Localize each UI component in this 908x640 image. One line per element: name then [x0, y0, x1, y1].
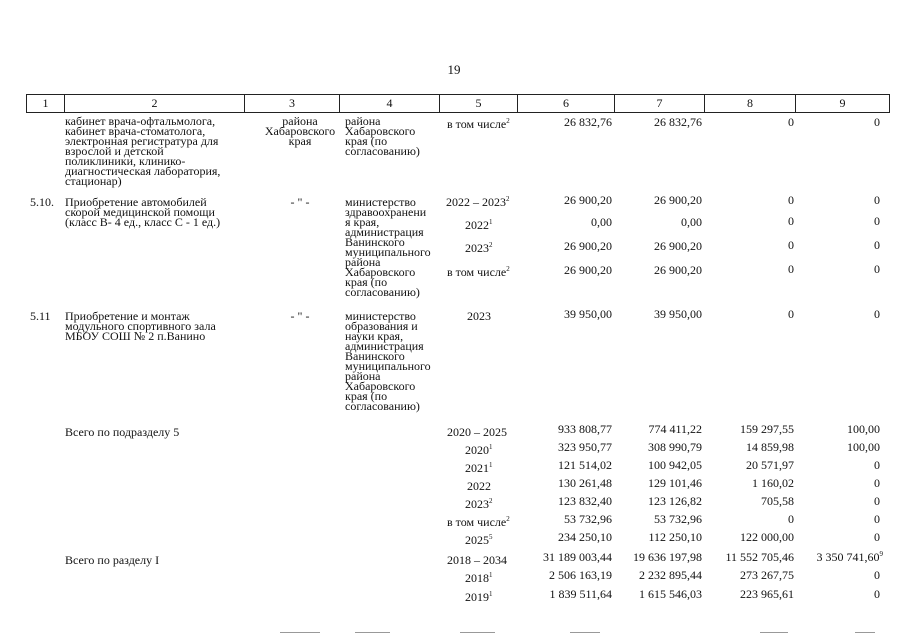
row-3-sub-5-c8: 0: [788, 512, 794, 526]
row-0-col4: района Хабаровского края (по согласованию): [345, 114, 420, 158]
scan-artifact: [570, 632, 600, 633]
row-2-num: 5.11: [30, 309, 51, 323]
header-col-6: 6: [518, 95, 615, 112]
row-3-sub-0-c9: 100,00: [847, 422, 880, 436]
row-3-sub-4-c6: 123 832,40: [558, 494, 612, 508]
header-col-5: 5: [440, 95, 518, 112]
row-4-sub-2-period: 2019$^1$: [465, 590, 493, 604]
row-1-sub-0-c7: 26 900,20: [654, 193, 702, 207]
row-4-sub-0-c6: 31 189 003,44: [543, 550, 612, 564]
row-1-sub-0-c9: 0: [874, 193, 880, 207]
row-4-sub-1-c7: 2 232 895,44: [639, 568, 702, 582]
row-2-sub-0-c7: 39 950,00: [654, 307, 702, 321]
row-3-sub-3-c6: 130 261,48: [558, 476, 612, 490]
row-4-sub-1-c6: 2 506 163,19: [549, 568, 612, 582]
scan-artifact: [760, 632, 788, 633]
header-col-7: 7: [615, 95, 705, 112]
row-1-sub-3-period: в том числе$^2$: [447, 265, 510, 279]
row-4-sub-0-c7: 19 636 197,98: [633, 550, 702, 564]
row-0-col3: района Хабаровского края: [264, 114, 336, 148]
row-3-sub-4-c7: 123 126,82: [648, 494, 702, 508]
row-0-sub-0-c8: 0: [788, 115, 794, 129]
row-3-sub-0-period: 2020 – 2025: [447, 425, 507, 439]
row-1-sub-2-period: 2023$^2$: [465, 241, 493, 255]
row-4-sub-2-c9: 0: [874, 587, 880, 601]
table-header: [26, 94, 890, 113]
row-1-sub-1-period: 2022$^1$: [465, 218, 493, 232]
row-4-sub-1-c9: 0: [874, 568, 880, 582]
row-3-sub-5-c9: 0: [874, 512, 880, 526]
header-col-8: 8: [705, 95, 796, 112]
row-3-sub-2-c8: 20 571,97: [746, 458, 794, 472]
row-4-sub-0-c9: 3 350 741,60$^9$: [816, 550, 883, 564]
row-3-sub-6-c7: 112 250,10: [648, 530, 702, 544]
row-1-sub-2-c7: 26 900,20: [654, 239, 702, 253]
row-3-sub-6-c9: 0: [874, 530, 880, 544]
row-2-col3: - " -: [290, 309, 310, 323]
scan-artifact: [355, 632, 390, 633]
row-1-num: 5.10.: [30, 195, 54, 209]
row-3-sub-5-c6: 53 732,96: [564, 512, 612, 526]
row-3-sub-0-c6: 933 808,77: [558, 422, 612, 436]
header-col-3: 3: [245, 95, 340, 112]
row-1-sub-3-c7: 26 900,20: [654, 263, 702, 277]
row-1-sub-0-c8: 0: [788, 193, 794, 207]
row-2-col4: министерство образования и науки края, администрация Ванинского муниципального района Хабаровского края (по согласованию): [345, 309, 431, 413]
row-3-sub-6-period: 2025$^5$: [465, 533, 493, 547]
row-3-sub-1-c8: 14 859,98: [746, 440, 794, 454]
row-1-sub-3-c8: 0: [788, 262, 794, 276]
row-4-sub-2-c7: 1 615 546,03: [639, 587, 702, 601]
row-1-col3: - " -: [290, 195, 310, 209]
row-0-sub-0-period: в том числе$^2$: [447, 117, 510, 131]
row-3-sub-4-c9: 0: [874, 494, 880, 508]
row-4-name: Всего по разделу I: [65, 553, 160, 567]
row-0-name: кабинет врача-офтальмолога, кабинет врача-стоматолога, электронная регистратура для взрослой и детской поликлиники, клинико- диагностическая лаборатория, стационар): [65, 114, 221, 188]
row-4-sub-0-c8: 11 552 705,46: [725, 550, 794, 564]
row-3-sub-5-period: в том числе$^2$: [447, 515, 510, 529]
row-1-sub-2-c9: 0: [874, 238, 880, 252]
row-3-sub-3-c8: 1 160,02: [752, 476, 794, 490]
scan-artifact: [855, 632, 875, 633]
row-3-sub-4-c8: 705,58: [761, 494, 794, 508]
row-2-name: Приобретение и монтаж модульного спортивного зала МБОУ СОШ № 2 п.Ванино: [65, 309, 216, 343]
row-1-sub-2-c6: 26 900,20: [564, 239, 612, 253]
row-3-sub-4-period: 2023$^2$: [465, 497, 493, 511]
row-3-sub-0-c8: 159 297,55: [740, 422, 794, 436]
row-3-name: Всего по подразделу 5: [65, 425, 180, 439]
header-col-4: 4: [340, 95, 440, 112]
row-3-sub-2-c6: 121 514,02: [558, 458, 612, 472]
page-number: 19: [447, 62, 461, 77]
row-4-sub-0-period: 2018 – 2034: [447, 553, 507, 567]
row-1-sub-3-c9: 0: [874, 262, 880, 276]
header-col-2: 2: [65, 95, 245, 112]
header-col-9: 9: [839, 96, 846, 110]
row-2-sub-0-period: 2023: [467, 309, 491, 323]
row-3-sub-3-period: 2022: [467, 479, 491, 493]
row-0-sub-0-c6: 26 832,76: [564, 115, 612, 129]
row-1-sub-1-c7: 0,00: [681, 215, 702, 229]
row-1-sub-1-c6: 0,00: [591, 215, 612, 229]
scan-artifact: [460, 632, 495, 633]
header-col-1: 1: [27, 95, 65, 112]
row-1-sub-2-c8: 0: [788, 238, 794, 252]
row-3-sub-1-period: 2020$^1$: [465, 443, 493, 457]
row-4-sub-2-c8: 223 965,61: [740, 587, 794, 601]
row-3-sub-1-c9: 100,00: [847, 440, 880, 454]
scan-artifact: [280, 632, 320, 633]
row-1-sub-0-period: 2022 – 2023$^2$: [446, 195, 510, 209]
row-1-sub-3-c6: 26 900,20: [564, 263, 612, 277]
row-1-sub-1-c8: 0: [788, 214, 794, 228]
row-0-sub-0-c9: 0: [874, 115, 880, 129]
row-3-sub-2-c7: 100 942,05: [648, 458, 702, 472]
row-3-sub-1-c6: 323 950,77: [558, 440, 612, 454]
row-1-col4: министерство здравоохранени я края, администрация Ванинского муниципального района Хабаровского края (по согласованию): [345, 195, 431, 299]
row-3-sub-2-c9: 0: [874, 458, 880, 472]
row-3-sub-5-c7: 53 732,96: [654, 512, 702, 526]
row-2-sub-0-c6: 39 950,00: [564, 307, 612, 321]
row-3-sub-3-c7: 129 101,46: [648, 476, 702, 490]
row-2-sub-0-c9: 0: [874, 307, 880, 321]
row-3-sub-1-c7: 308 990,79: [648, 440, 702, 454]
row-3-sub-3-c9: 0: [874, 476, 880, 490]
row-4-sub-1-period: 2018$^1$: [465, 571, 493, 585]
row-3-sub-2-period: 2021$^1$: [465, 461, 493, 475]
row-4-sub-2-c6: 1 839 511,64: [549, 587, 612, 601]
row-4-sub-1-c8: 273 267,75: [740, 568, 794, 582]
row-0-sub-0-c7: 26 832,76: [654, 115, 702, 129]
row-3-sub-6-c6: 234 250,10: [558, 530, 612, 544]
row-1-name: Приобретение автомобилей скорой медицинской помощи (класс В- 4 ед., класс С - 1 ед.): [65, 195, 221, 229]
row-2-sub-0-c8: 0: [788, 307, 794, 321]
row-3-sub-6-c8: 122 000,00: [740, 530, 794, 544]
row-1-sub-0-c6: 26 900,20: [564, 193, 612, 207]
row-3-sub-0-c7: 774 411,22: [648, 422, 702, 436]
row-1-sub-1-c9: 0: [874, 214, 880, 228]
